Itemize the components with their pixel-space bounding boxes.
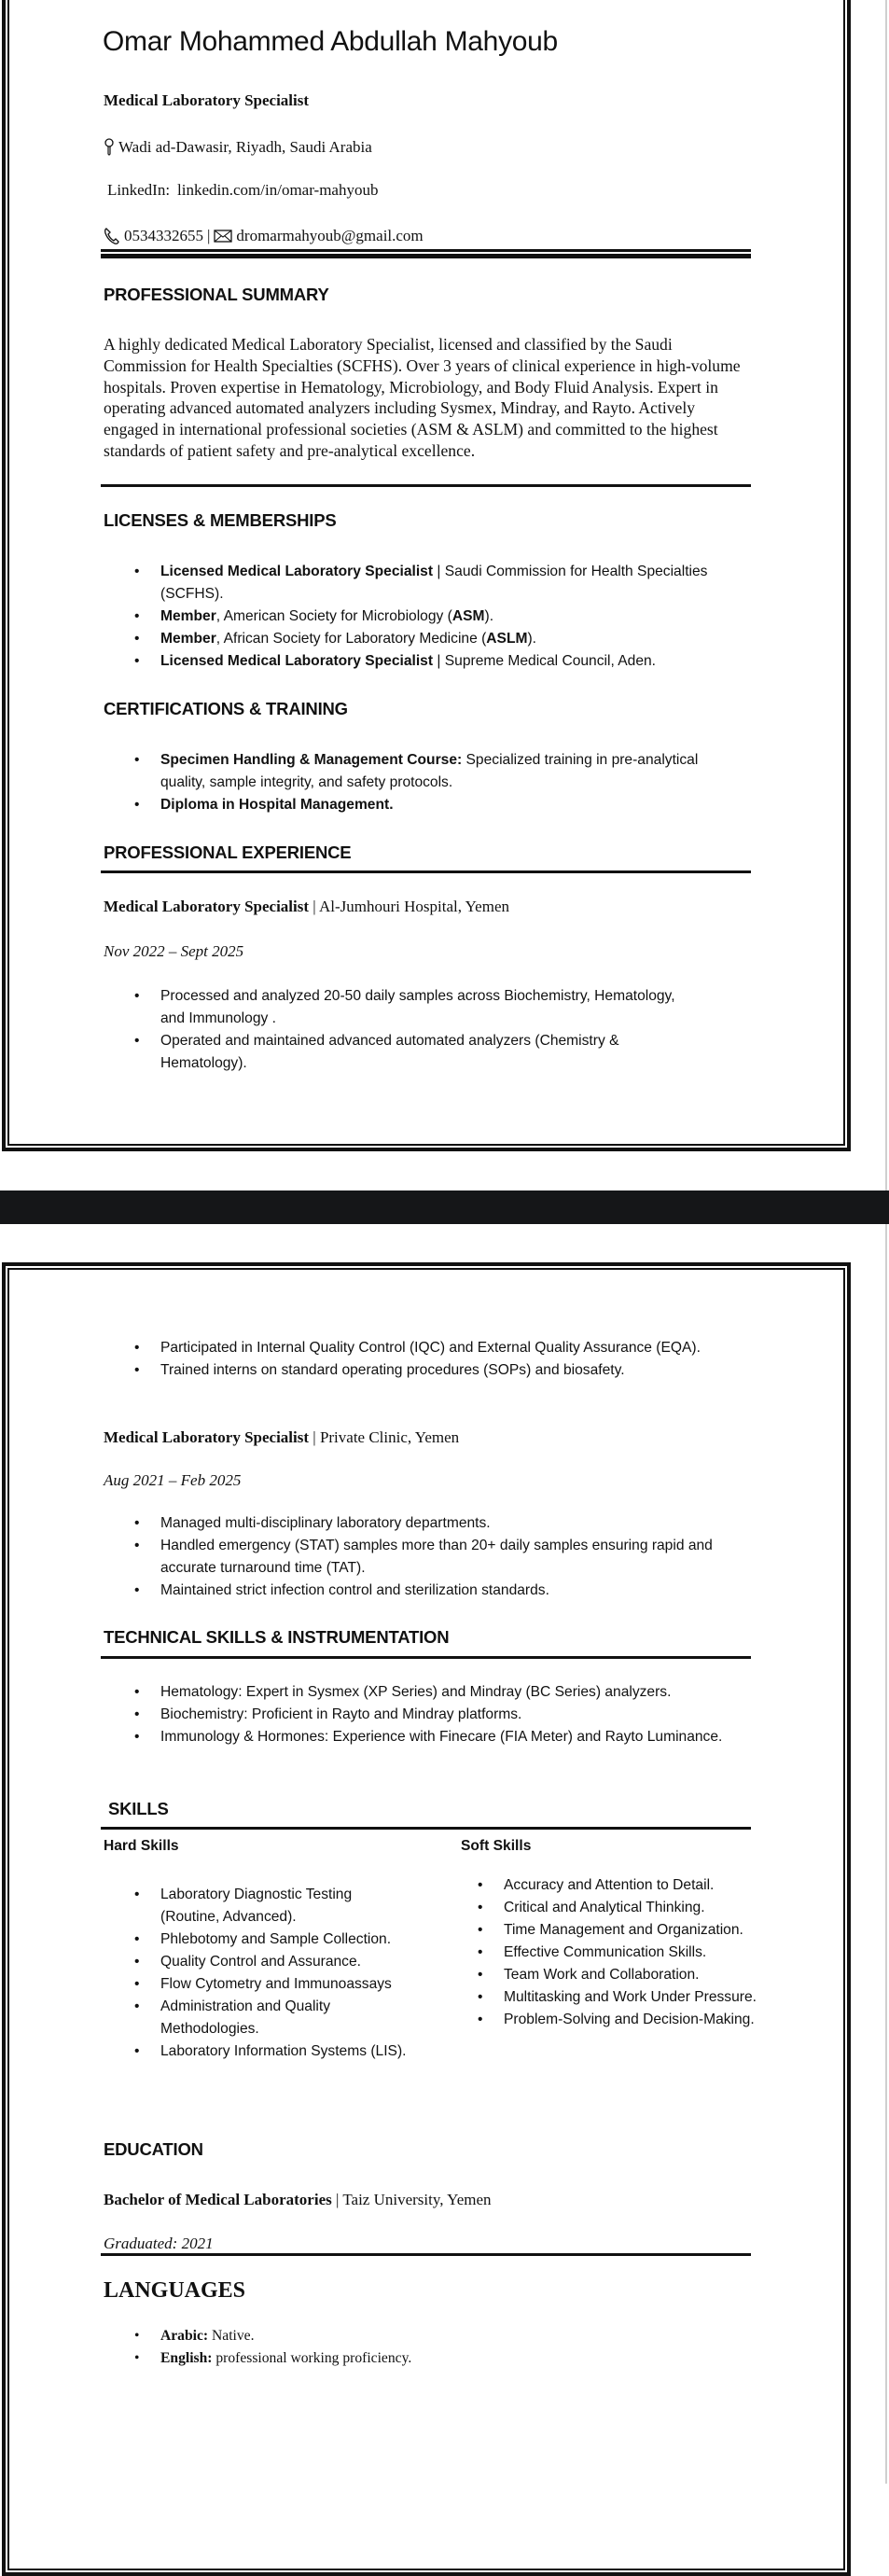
summary-rule	[101, 484, 751, 487]
education-heading: EDUCATION	[104, 2139, 203, 2159]
email-address[interactable]: dromarmahyoub@gmail.com	[236, 227, 424, 244]
item-text: Multitasking and Work Under Pressure.	[504, 1989, 757, 2005]
institution: Taiz University, Yemen	[342, 2191, 492, 2208]
phone-icon	[104, 227, 120, 245]
job-1-dates: Nov 2022 – Sept 2025	[104, 942, 244, 960]
technical-list	[134, 1681, 750, 1748]
list-item	[134, 1681, 750, 1704]
item-text: professional working proficiency.	[212, 2350, 412, 2366]
job-1-role: Medical Laboratory Specialist	[104, 898, 310, 915]
viewer-edge	[885, 0, 887, 2484]
header-rule-bottom	[101, 254, 751, 258]
list-item	[134, 1337, 741, 1359]
item-text: | Supreme Medical Council, Aden.	[433, 653, 657, 669]
item-text: Laboratory Diagnostic Testing (Routine, Advanced).	[160, 1887, 353, 1925]
list-item	[478, 1874, 757, 1897]
experience-heading: PROFESSIONAL EXPERIENCE	[104, 842, 352, 862]
item-text: Administration and Quality Methodologies.	[160, 1998, 331, 2037]
item-emphasis: English:	[160, 2350, 213, 2366]
item-text: Time Management and Organization.	[504, 1922, 743, 1938]
item-text: Processed and analyzed 20-50 daily samples across Biochemistry, Hematology, and Immunology .	[160, 988, 675, 1026]
list-item	[134, 749, 722, 794]
item-text: Handled emergency (STAT) samples more than 20+ daily samples ensuring rapid and accurate turnaround time (TAT).	[160, 1538, 713, 1576]
item-text: Immunology & Hormones: Experience with Finecare (FIA Meter) and Rayto Luminance.	[160, 1729, 723, 1745]
location-pin-icon	[104, 138, 115, 157]
item-text: Quality Control and Assurance.	[160, 1954, 361, 1970]
list-item	[134, 1929, 410, 1951]
education-entry: Bachelor of Medical Laboratories | Taiz University, Yemen	[104, 2191, 492, 2208]
list-item	[478, 1964, 757, 1986]
item-emphasis: Member	[160, 631, 216, 647]
technical-heading: TECHNICAL SKILLS & INSTRUMENTATION	[104, 1627, 450, 1647]
licenses-list	[134, 561, 750, 673]
item-emphasis: ASM	[451, 608, 485, 624]
licenses-heading: LICENSES & MEMBERSHIPS	[104, 510, 337, 530]
item-text: | Saudi Commission for Health Specialties (SCFHS).	[160, 564, 708, 602]
linkedin-link[interactable]: linkedin.com/in/omar-mahyoub	[177, 181, 379, 199]
item-text: Accuracy and Attention to Detail.	[504, 1877, 715, 1893]
list-item	[478, 1942, 757, 1964]
item-text: Hematology: Expert in Sysmex (XP Series) and Mindray (BC Series) analyzers.	[160, 1684, 672, 1700]
location-text: Wadi ad-Dawasir, Riyadh, Saudi Arabia	[118, 138, 372, 156]
item-text: Team Work and Collaboration.	[504, 1967, 700, 1983]
item-emphasis: Specimen Handling & Management Course:	[160, 752, 463, 768]
languages-heading: LANGUAGES	[104, 2278, 246, 2303]
email-icon	[214, 229, 232, 244]
soft-skills-label: Soft Skills	[461, 1838, 532, 1854]
summary-heading: PROFESSIONAL SUMMARY	[104, 285, 329, 304]
item-emphasis: Member	[160, 608, 216, 624]
soft-skills-list	[478, 1874, 757, 2031]
linkedin-label: LinkedIn:	[107, 181, 171, 199]
header-rule-top	[101, 249, 751, 252]
list-item	[134, 1973, 410, 1996]
hard-skills-list	[134, 1884, 410, 2063]
technical-rule	[101, 1656, 751, 1659]
job-1-bullets-continued	[134, 1337, 741, 1382]
list-item	[134, 1030, 694, 1075]
item-text: Problem-Solving and Decision-Making.	[504, 2012, 755, 2027]
list-item	[134, 561, 750, 606]
item-emphasis: ASLM	[486, 631, 528, 647]
item-text: Trained interns on standard operating procedures (SOPs) and biosafety.	[160, 1362, 625, 1378]
item-emphasis: Licensed Medical Laboratory Specialist	[160, 564, 434, 579]
list-item	[134, 1512, 731, 1535]
list-item	[134, 985, 694, 1030]
item-text: Managed multi-disciplinary laboratory departments.	[160, 1515, 491, 1531]
item-text: Phlebotomy and Sample Collection.	[160, 1931, 392, 1947]
languages-list	[134, 2325, 601, 2370]
list-item	[134, 1884, 410, 1929]
list-item	[478, 1919, 757, 1942]
item-text: Participated in Internal Quality Control (IQC) and External Quality Assurance (EQA).	[160, 1340, 701, 1356]
degree: Bachelor of Medical Laboratories	[104, 2191, 332, 2208]
list-item	[134, 650, 750, 673]
experience-rule	[101, 870, 751, 873]
item-text: Maintained strict infection control and sterilization standards.	[160, 1582, 549, 1598]
list-item	[134, 2347, 601, 2370]
item-text: Effective Communication Skills.	[504, 1944, 707, 1960]
list-item	[134, 1726, 750, 1748]
linkedin-line	[107, 180, 378, 201]
job-1-header: Medical Laboratory Specialist | Al-Jumhouri Hospital, Yemen	[104, 898, 509, 915]
list-item	[134, 1951, 410, 1973]
item-text: Critical and Analytical Thinking.	[504, 1900, 705, 1915]
item-text: Flow Cytometry and Immunoassays	[160, 1976, 392, 1992]
job-2-bullets	[134, 1512, 731, 1602]
education-rule	[101, 2253, 751, 2256]
item-emphasis: Licensed Medical Laboratory Specialist	[160, 653, 434, 669]
summary-text: A highly dedicated Medical Laboratory Specialist, licensed and classified by the Saudi Commission for Health Specialties (SCFHS). Over 3 years of clinical experience in high-volume hospitals. Proven expertise in Hematology, Microbiology, and Body Fluid Analysis. Expert in operating advanced automated analyzers including Sysmex, Mindray, and Rayto. Actively engaged in international professional societies (ASM & ASLM) and committed to the highest standards of patient safety and pre-analytical excellence.	[104, 335, 741, 460]
certifications-list	[134, 749, 722, 816]
item-text: ).	[527, 631, 536, 647]
item-text: , African Society for Laboratory Medicine (	[215, 631, 487, 647]
phone-number[interactable]: 0534332655	[124, 227, 203, 244]
contact-separator: |	[207, 227, 211, 244]
page-separator	[0, 1191, 889, 1224]
item-text: Biochemistry: Proficient in Rayto and Mindray platforms.	[160, 1706, 522, 1722]
list-item	[134, 606, 750, 628]
list-item	[478, 1986, 757, 2009]
item-emphasis: Diploma in Hospital Management.	[160, 797, 394, 813]
list-item	[134, 794, 722, 816]
item-text: Operated and maintained advanced automated analyzers (Chemistry & Hematology).	[160, 1033, 619, 1071]
list-item	[134, 1704, 750, 1726]
list-item	[134, 2040, 410, 2063]
job-1-employer: Al-Jumhouri Hospital, Yemen	[319, 898, 509, 915]
job-1-bullets	[134, 985, 694, 1075]
job-2-employer: Private Clinic, Yemen	[319, 1428, 460, 1446]
certifications-heading: CERTIFICATIONS & TRAINING	[104, 699, 348, 718]
job-2-role: Medical Laboratory Specialist	[104, 1428, 310, 1446]
skills-heading: SKILLS	[108, 1799, 169, 1818]
list-item	[134, 1535, 731, 1580]
list-item	[134, 1580, 731, 1602]
location-line	[104, 137, 372, 158]
item-text: ).	[484, 608, 494, 624]
item-text: Laboratory Information Systems (LIS).	[160, 2043, 407, 2059]
item-text: Native.	[208, 2328, 255, 2344]
list-item	[134, 1996, 410, 2040]
list-item	[478, 2009, 757, 2031]
job-2-dates: Aug 2021 – Feb 2025	[104, 1471, 242, 1489]
item-text: , American Society for Microbiology (	[215, 608, 452, 624]
item-emphasis: Arabic:	[160, 2328, 209, 2344]
list-item	[134, 2325, 601, 2347]
list-item	[134, 628, 750, 650]
skills-rule	[101, 1827, 751, 1830]
hard-skills-label: Hard Skills	[104, 1838, 179, 1854]
candidate-name: Omar Mohammed Abdullah Mahyoub	[103, 26, 558, 57]
list-item	[478, 1897, 757, 1919]
contact-line	[104, 226, 424, 246]
item-text: Specialized training in pre-analytical quality, sample integrity, and safety protocols.	[160, 752, 699, 790]
job-2-header: Medical Laboratory Specialist | Private Clinic, Yemen	[104, 1428, 460, 1446]
job-title: Medical Laboratory Specialist	[104, 91, 310, 109]
list-item	[134, 1359, 741, 1382]
graduation-date: Graduated: 2021	[104, 2235, 214, 2252]
